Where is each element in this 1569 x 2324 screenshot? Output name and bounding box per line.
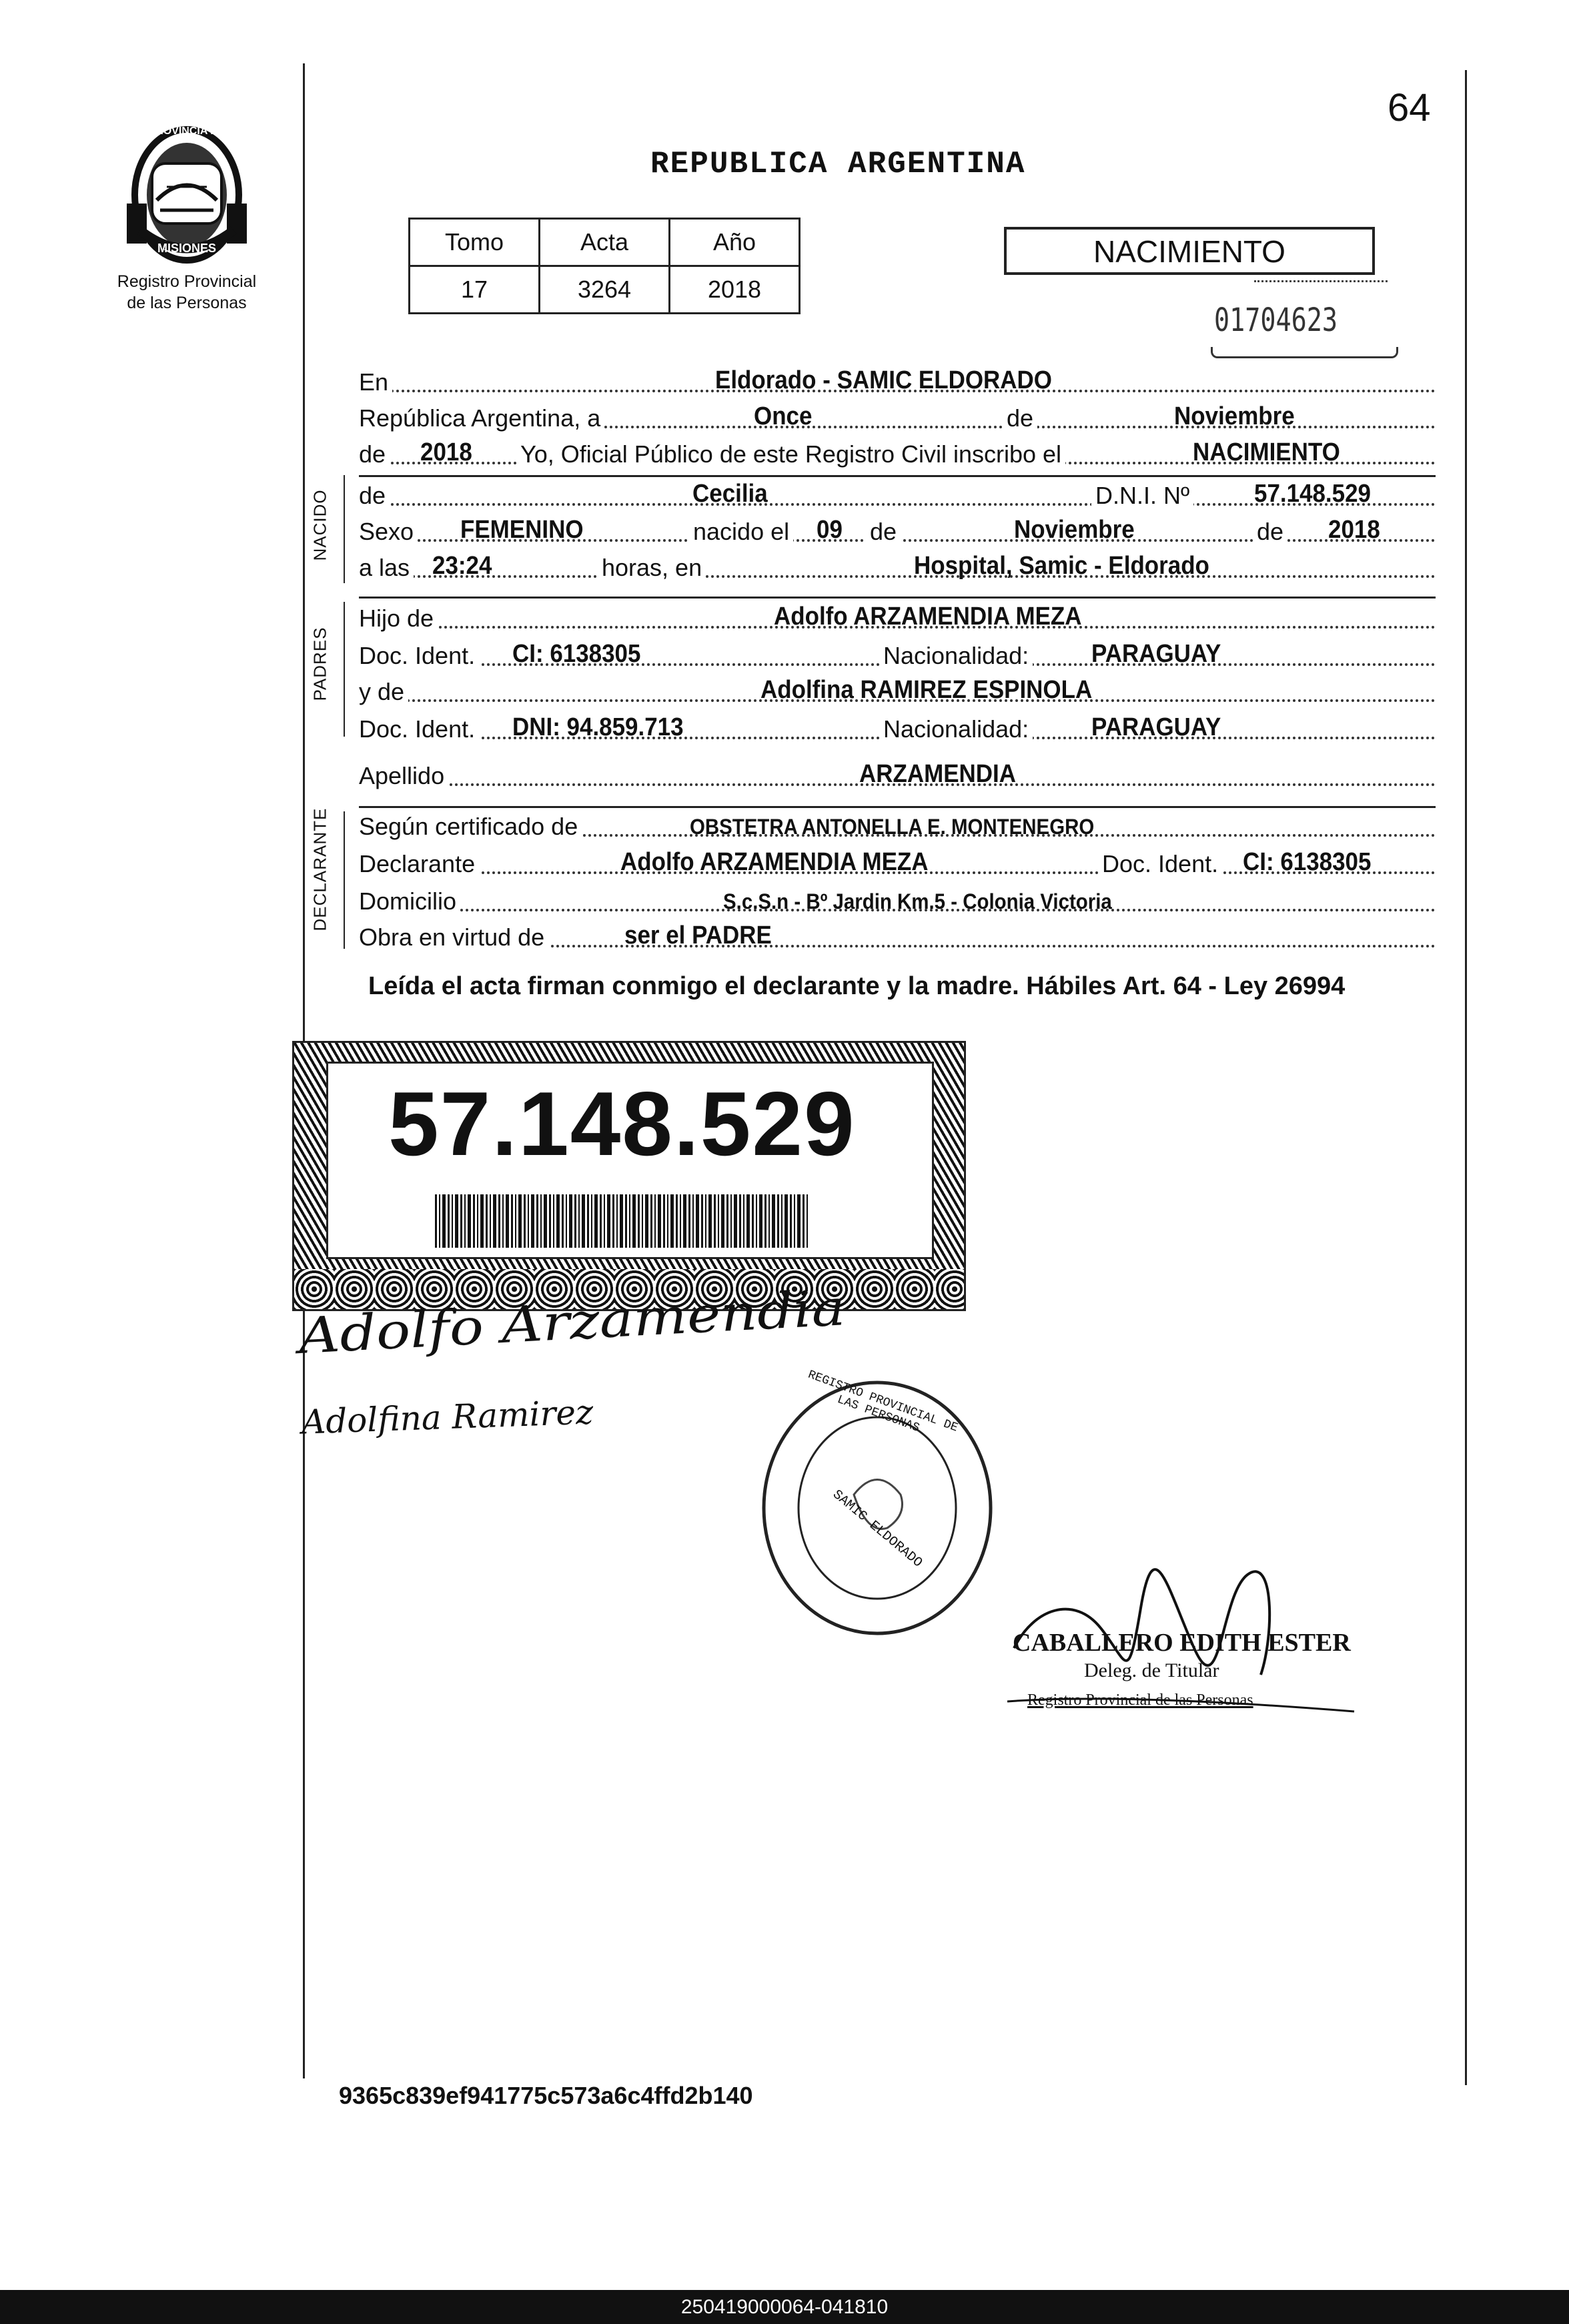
label-de-year: de	[359, 440, 390, 468]
label-father-doc: Doc. Ident.	[359, 642, 479, 670]
value-tomo: 17	[410, 266, 540, 314]
dni-label-sticker	[292, 1041, 966, 1311]
right-margin-line	[1465, 70, 1467, 2085]
page-title: REPUBLICA ARGENTINA	[650, 147, 1026, 181]
value-dni: 57.148.529	[1254, 480, 1371, 508]
value-certificado: OBSTETRA ANTONELLA E. MONTENEGRO	[690, 815, 1095, 839]
value-birth-day: 09	[817, 516, 843, 544]
label-alas: a las	[359, 554, 414, 582]
record-type: NACIMIENTO	[1093, 234, 1285, 269]
official-title: Deleg. de Titular	[1084, 1659, 1219, 1681]
value-anio: 2018	[670, 266, 800, 314]
emblem-text-bottom: MISIONES	[157, 242, 216, 255]
record-table	[408, 218, 801, 314]
value-acta: 3264	[540, 266, 670, 314]
row-domicilio	[359, 885, 1436, 917]
label-birth-de: de	[866, 518, 901, 546]
value-day-words: Once	[754, 402, 813, 430]
label-sexo: Sexo	[359, 518, 418, 546]
value-sexo: FEMENINO	[460, 516, 584, 544]
barcode-icon	[435, 1194, 809, 1248]
label-declarante-doc: Doc. Ident.	[1098, 850, 1222, 878]
value-time: 23:24	[432, 552, 492, 580]
madre-signature: Adolfina Ramirez	[301, 1393, 594, 1442]
official-name: CABALLERO EDITH ESTER	[1013, 1629, 1351, 1657]
value-declarante-doc: CI: 6138305	[1243, 848, 1372, 876]
row-father-doc	[359, 639, 1436, 671]
document-hash: 9365c839ef941775c573a6c4ffd2b140	[339, 2082, 753, 2109]
padres-section-label: PADRES	[310, 627, 330, 701]
value-father-doc: CI: 6138305	[512, 640, 641, 668]
row-certificado	[359, 810, 1436, 842]
declarante-section-label: DECLARANTE	[310, 807, 330, 931]
apellido-rule	[359, 806, 1436, 808]
label-domicilio: Domicilio	[359, 887, 460, 915]
seal-inner-text: SAMIC ELDORADO	[829, 1487, 925, 1571]
row-mother-doc	[359, 713, 1436, 745]
value-declarante-name: Adolfo ARZAMENDIA MEZA	[620, 848, 929, 876]
closing-text: Leída el acta firman conmigo el declarante y la madre. Hábiles Art. 64 - Ley 26994	[368, 972, 1346, 1000]
label-dni: D.N.I. Nº	[1091, 482, 1193, 510]
label-horas: horas, en	[598, 554, 706, 582]
record-type-box	[1004, 227, 1375, 275]
footer-code: 250419000064-041810	[680, 2296, 889, 2318]
nacido-top-rule	[359, 475, 1436, 477]
label-declarante: Declarante	[359, 850, 479, 878]
label-mother-doc: Doc. Ident.	[359, 715, 479, 743]
serial-number: 01704623	[1214, 302, 1338, 339]
sticker-number: 57.148.529	[388, 1073, 856, 1174]
value-year: 2018	[420, 438, 472, 466]
row-republica	[359, 402, 1436, 434]
label-certificado: Según certificado de	[359, 813, 582, 841]
serial-underline	[1211, 347, 1398, 358]
label-nacido-de: de	[359, 482, 390, 510]
seal-outer-text: REGISTRO PROVINCIAL DE LAS PERSONAS	[806, 1368, 960, 1435]
label-inscribe: Yo, Oficial Público de este Registro Civil inscribo el	[516, 440, 1065, 468]
footer-bar	[0, 2290, 1569, 2324]
label-en: En	[359, 368, 392, 396]
label-y-de: y de	[359, 678, 408, 706]
label-obra: Obra en virtud de	[359, 923, 548, 951]
value-mother-doc: DNI: 94.859.713	[512, 713, 684, 741]
row-inscribe	[359, 438, 1436, 470]
value-obra: ser el PADRE	[624, 921, 772, 949]
header-anio: Año	[670, 219, 800, 266]
row-nacido-name	[359, 479, 1436, 511]
row-time	[359, 551, 1436, 583]
row-obra	[359, 921, 1436, 953]
value-birth-year: 2018	[1328, 516, 1380, 544]
registry-line2: de las Personas	[127, 294, 247, 312]
row-mother	[359, 675, 1436, 707]
label-mother-nac: Nacionalidad:	[879, 715, 1033, 743]
label-nacido-el: nacido el	[689, 518, 793, 546]
value-father-name: Adolfo ARZAMENDIA MEZA	[774, 603, 1082, 631]
value-month: Noviembre	[1174, 402, 1295, 430]
label-hijo: Hijo de	[359, 605, 438, 633]
value-birth-month: Noviembre	[1014, 516, 1135, 544]
value-place: Eldorado - SAMIC ELDORADO	[715, 366, 1052, 394]
header-acta: Acta	[540, 219, 670, 266]
value-domicilio: S.c.S.n - Bº Jardin Km.5 - Colonia Victoria	[723, 889, 1112, 913]
value-birth-place: Hospital, Samic - Eldorado	[914, 552, 1209, 580]
official-office: Registro Provincial de las Personas	[1027, 1691, 1253, 1709]
value-inscribe: NACIMIENTO	[1193, 438, 1340, 466]
nacido-section-label: NACIDO	[310, 489, 330, 561]
row-hijo	[359, 602, 1436, 634]
value-mother-nationality: PARAGUAY	[1091, 713, 1221, 741]
label-father-nac: Nacionalidad:	[879, 642, 1033, 670]
sticker-inner	[326, 1062, 934, 1259]
emblem-text-top: PROVINCIA DE	[148, 125, 225, 137]
label-de: de	[1003, 404, 1037, 432]
declarante-signature: Adolfo Arzamendia	[297, 1279, 847, 1365]
nacido-bracket	[344, 475, 345, 583]
label-republica: República Argentina, a	[359, 404, 604, 432]
box-underline	[1254, 280, 1388, 282]
row-declarante	[359, 847, 1436, 879]
label-apellido: Apellido	[359, 762, 448, 790]
row-en	[359, 366, 1436, 398]
value-father-nationality: PARAGUAY	[1091, 640, 1221, 668]
value-nacido-name: Cecilia	[692, 480, 768, 508]
padres-bracket	[344, 602, 345, 737]
value-mother-name: Adolfina RAMIREZ ESPINOLA	[760, 676, 1093, 704]
value-apellido: ARZAMENDIA	[859, 760, 1017, 788]
registry-line1: Registro Provincial	[117, 272, 257, 291]
header-tomo: Tomo	[410, 219, 540, 266]
page-number: 64	[1388, 86, 1431, 129]
row-apellido	[359, 759, 1436, 791]
padres-top-rule	[359, 597, 1436, 599]
row-sexo	[359, 515, 1436, 547]
label-birth-de2: de	[1253, 518, 1287, 546]
declarante-bracket	[344, 811, 345, 949]
